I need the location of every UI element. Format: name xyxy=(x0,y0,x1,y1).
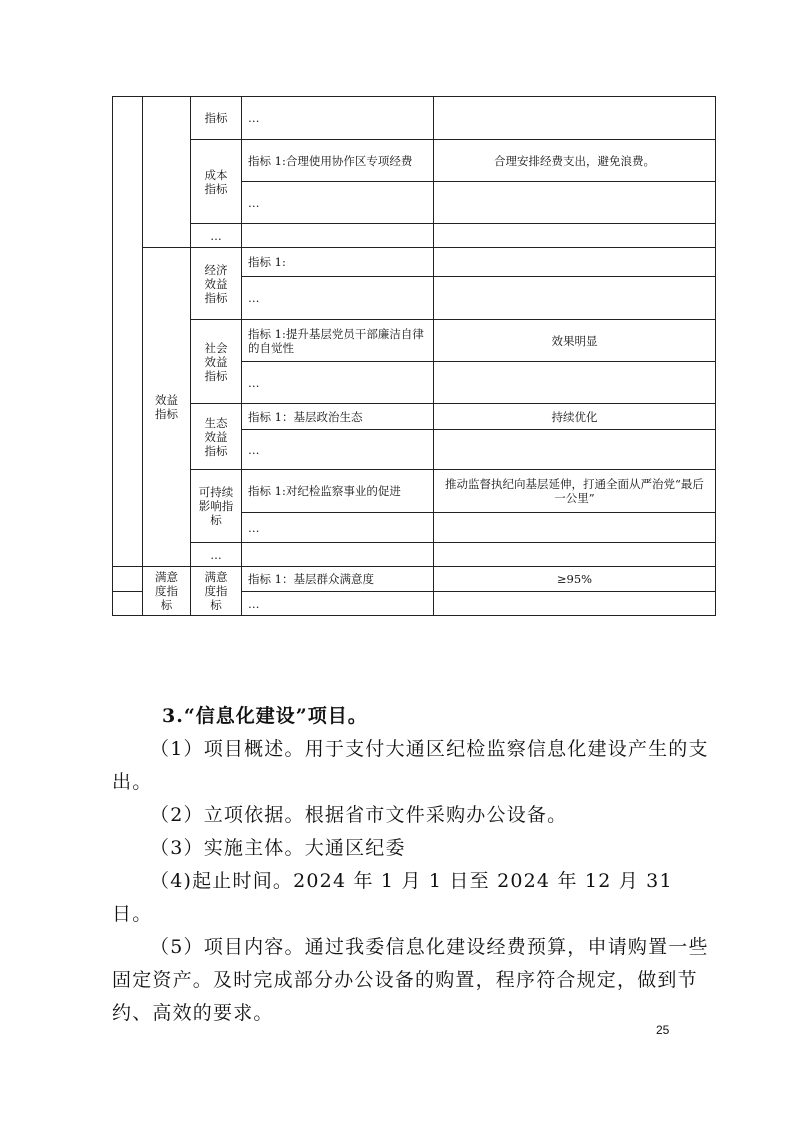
empty-cell xyxy=(434,224,716,248)
empty-cell xyxy=(434,592,716,616)
paragraph-basis: （2）立项依据。根据省市文件采购办公设备。 xyxy=(150,804,568,826)
empty-cell xyxy=(434,513,716,543)
satisfaction-sub-label: 满意度指标 xyxy=(191,567,242,616)
empty-cell xyxy=(434,362,716,404)
ecological-indicator-1: 指标 1：基层政治生态 xyxy=(242,404,434,430)
paragraph-overview: （1）项目概述。用于支付大通区纪检监察信息化建设产生的支出。 xyxy=(112,738,709,793)
ecological-indicator-2: … xyxy=(242,430,434,470)
cost-indicator-label: 成本指标 xyxy=(191,140,242,224)
social-indicator-1: 指标 1:提升基层党员干部廉洁自律的自觉性 xyxy=(242,320,434,362)
cost-indicator-1: 指标 1:合理使用协作区专项经费 xyxy=(242,140,434,182)
sustainable-value-1: 推动监督执纪向基层延伸，打通全面从严治党“最后一公里” xyxy=(434,470,716,513)
satisfaction-indicator-1: 指标 1：基层群众满意度 xyxy=(242,567,434,592)
benefit-indicator-label: 效益指标 xyxy=(143,248,191,567)
first-level-column xyxy=(113,97,143,567)
empty-cell xyxy=(242,224,434,248)
social-value-1: 效果明显 xyxy=(434,320,716,362)
ecological-value-1: 持续优化 xyxy=(434,404,716,430)
empty-cell xyxy=(434,543,716,567)
section-heading: 3.“信息化建设”项目。 xyxy=(162,705,368,727)
cell-sub-top: 指标 xyxy=(191,97,242,140)
empty-cell xyxy=(242,543,434,567)
sustainable-impact-label: 可持续影响指标 xyxy=(191,470,242,543)
sustainable-indicator-1: 指标 1:对纪检监察事业的促进 xyxy=(242,470,434,513)
paragraph-entity: （3）实施主体。大通区纪委 xyxy=(150,837,406,859)
social-indicator-2: … xyxy=(242,362,434,404)
first-level-column xyxy=(113,592,143,616)
page-number: 25 xyxy=(656,1023,670,1037)
performance-table xyxy=(112,96,716,616)
cost-value-1: 合理安排经费支出，避免浪费。 xyxy=(434,140,716,182)
ecological-benefit-label: 生态效益指标 xyxy=(191,404,242,470)
cell-ind-top: … xyxy=(242,97,434,140)
economic-benefit-label: 经济效益指标 xyxy=(191,248,242,320)
paragraph-period: （4)起止时间。2024 年 1 月 1 日至 2024 年 12 月 31 日。 xyxy=(112,870,673,925)
cost-value-2 xyxy=(434,182,716,224)
satisfaction-indicator-2: … xyxy=(242,592,434,616)
empty-cell xyxy=(434,430,716,470)
empty-cell xyxy=(434,277,716,320)
empty-cell xyxy=(434,248,716,277)
section-body xyxy=(112,733,712,1030)
paragraph-content: （5）项目内容。通过我委信息化建设经费预算，申请购置一些固定资产。及时完成部分办公设备的购置，程序符合规定，做到节约、高效的要求。 xyxy=(112,936,709,1024)
dots-cell: … xyxy=(191,224,242,248)
cell-val-top xyxy=(434,97,716,140)
sustainable-indicator-2: … xyxy=(242,513,434,543)
dots-cell: … xyxy=(191,543,242,567)
first-level-column xyxy=(113,567,143,592)
social-benefit-label: 社会效益指标 xyxy=(191,320,242,404)
economic-indicator-2: … xyxy=(242,277,434,320)
cost-indicator-2: … xyxy=(242,182,434,224)
economic-indicator-1: 指标 1: xyxy=(242,248,434,277)
satisfaction-value-1: ≥95% xyxy=(434,567,716,592)
output-column xyxy=(143,97,191,248)
satisfaction-label: 满意度指标 xyxy=(143,567,191,616)
